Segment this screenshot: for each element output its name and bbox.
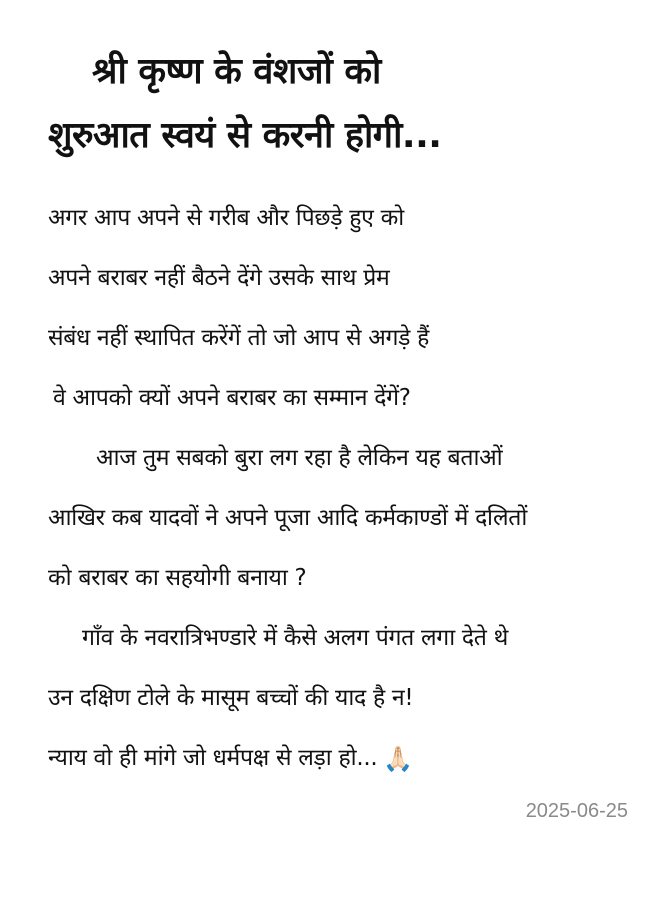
body-line: आखिर कब यादवों ने अपने पूजा आदि कर्मकाण्डों में दलितों bbox=[48, 505, 528, 531]
body-line: अपने बराबर नहीं बैठने देंगे उसके साथ प्रेम bbox=[48, 265, 390, 291]
body-line-text: न्याय वो ही मांगे जो धर्मपक्ष से लड़ा हो... bbox=[48, 745, 378, 771]
body-line: वे आपको क्यों अपने बराबर का सम्मान देंगें? bbox=[53, 385, 411, 411]
body-line-last bbox=[48, 728, 648, 789]
note-title bbox=[48, 40, 648, 168]
title-line-1: श्री कृष्ण के वंशजों को bbox=[92, 51, 381, 92]
body-line: आज तुम सबको बुरा लग रहा है लेकिन यह बताओं bbox=[96, 445, 503, 471]
body-line: को बराबर का सहयोगी बनाया ? bbox=[48, 565, 307, 591]
body-line: उन दक्षिण टोले के मासूम बच्चों की याद है न! bbox=[48, 685, 414, 711]
note-body bbox=[48, 188, 648, 789]
body-line: संबंध नहीं स्थापित करेंगें तो जो आप से अगड़े हैं bbox=[48, 325, 430, 351]
body-line: गाँव के नवरात्रिभण्डारे में कैसे अलग पंगत लगा देते थे bbox=[82, 625, 509, 651]
title-line-2: शुरुआत स्वयं से करनी होगी... bbox=[48, 115, 442, 156]
note-date: 2025-06-25 bbox=[525, 800, 628, 822]
body-line: अगर आप अपने से गरीब और पिछड़े हुए को bbox=[48, 205, 404, 231]
folded-hands-icon: 🙏🏻 bbox=[383, 745, 413, 773]
